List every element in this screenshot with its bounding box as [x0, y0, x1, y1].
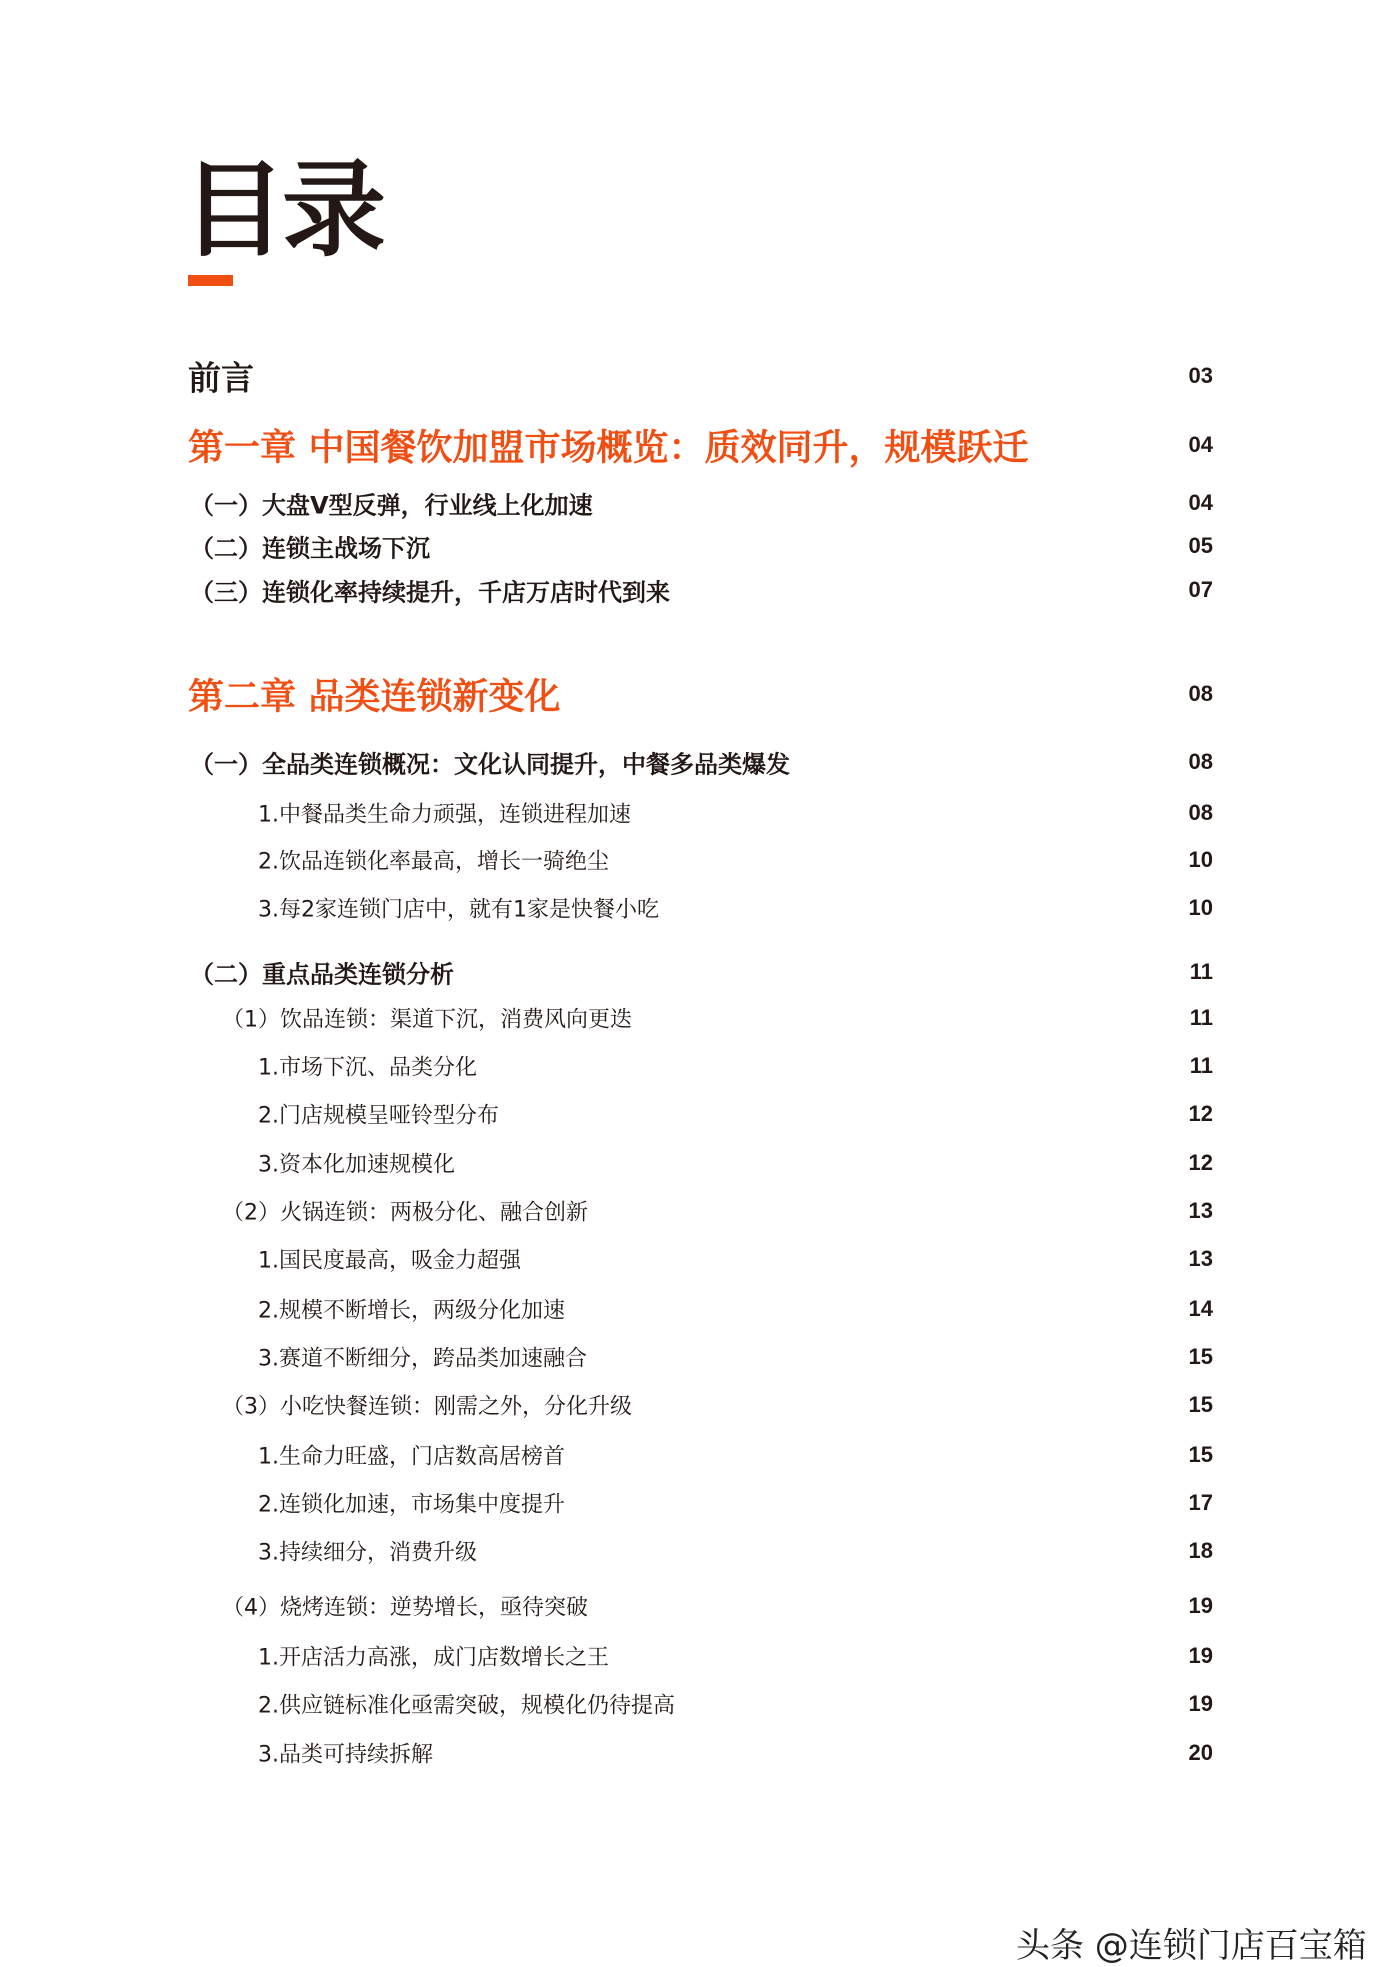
toc-entry-title: （一）全品类连锁概况：文化认同提升，中餐多品类爆发 — [190, 750, 790, 779]
toc-entry-page: 19 — [1188, 1643, 1213, 1668]
toc-entry-title: 2.供应链标准化亟需突破，规模化仍待提高 — [258, 1693, 675, 1719]
toc-entry-title: 2.饮品连锁化率最高，增长一骑绝尘 — [258, 849, 609, 875]
toc-entry-page: 04 — [1188, 432, 1213, 457]
toc-entry-page: 13 — [1188, 1198, 1213, 1223]
toc-entry-page: 11 — [1189, 1005, 1213, 1030]
toc-entry-page: 07 — [1188, 577, 1213, 602]
toc-entry-title: 1.开店活力高涨，成门店数增长之王 — [258, 1645, 609, 1671]
toc-entry-page: 08 — [1188, 749, 1213, 774]
toc-entry-page: 12 — [1188, 1101, 1213, 1126]
toc-entry-title: 3.赛道不断细分，跨品类加速融合 — [258, 1346, 587, 1372]
toc-entry-page: 08 — [1188, 681, 1213, 706]
toc-entry-title: （2）火锅连锁：两极分化、融合创新 — [222, 1200, 588, 1226]
toc-entry-title: 3.资本化加速规模化 — [258, 1152, 455, 1178]
toc-entry-title: 第一章 中国餐饮加盟市场概览：质效同升，规模跃迁 — [188, 427, 1029, 469]
toc-entry-title: 前言 — [188, 358, 254, 398]
toc-entry-page: 03 — [1188, 363, 1213, 388]
toc-entry-title: （3）小吃快餐连锁：刚需之外，分化升级 — [222, 1394, 632, 1420]
toc-entry-page: 18 — [1188, 1538, 1213, 1563]
toc-entry-page: 17 — [1188, 1490, 1213, 1515]
toc-entry-page: 19 — [1188, 1691, 1213, 1716]
toc-entry-title: （二）连锁主战场下沉 — [190, 534, 430, 563]
toc-entry-title: 2.连锁化加速，市场集中度提升 — [258, 1492, 565, 1518]
toc-entry-title: 1.市场下沉、品类分化 — [258, 1055, 477, 1081]
toc-entry-page: 04 — [1188, 490, 1213, 515]
toc-entry-page: 08 — [1188, 800, 1213, 825]
toc-entry-page: 11 — [1189, 1053, 1213, 1078]
toc-entry-page: 05 — [1188, 533, 1213, 558]
toc-entry-page: 10 — [1188, 895, 1213, 920]
toc-entry-title: 第二章 品类连锁新变化 — [188, 676, 561, 718]
toc-entry-page: 15 — [1188, 1442, 1213, 1467]
watermark: 头条 @连锁门店百宝箱 — [1016, 1926, 1367, 1966]
toc-entry-page: 20 — [1188, 1740, 1213, 1765]
toc-entry-title: （一）大盘V型反弹，行业线上化加速 — [190, 491, 593, 520]
toc-entry-page: 12 — [1188, 1150, 1213, 1175]
toc-entry-page: 11 — [1189, 959, 1213, 984]
toc-entry-title: 2.规模不断增长，两级分化加速 — [258, 1298, 565, 1324]
toc-entry-page: 15 — [1188, 1344, 1213, 1369]
toc-entry-title: （二）重点品类连锁分析 — [190, 960, 454, 989]
page-title: 目录 — [182, 149, 383, 271]
toc-entry-title: 1.生命力旺盛，门店数高居榜首 — [258, 1444, 565, 1470]
toc-entry-title: 3.品类可持续拆解 — [258, 1742, 433, 1768]
toc-entry-title: 1.国民度最高，吸金力超强 — [258, 1248, 521, 1274]
toc-entry-title: （4）烧烤连锁：逆势增长，亟待突破 — [222, 1595, 588, 1621]
toc-entry-title: （三）连锁化率持续提升，千店万店时代到来 — [190, 578, 670, 607]
toc-entry-title: （1）饮品连锁：渠道下沉，消费风向更迭 — [222, 1007, 632, 1033]
toc-entry-title: 3.每2家连锁门店中，就有1家是快餐小吃 — [258, 897, 659, 923]
toc-entry-page: 15 — [1188, 1392, 1213, 1417]
toc-entry-title: 1.中餐品类生命力顽强，连锁进程加速 — [258, 802, 631, 828]
toc-entry-page: 13 — [1188, 1246, 1213, 1271]
toc-entry-page: 19 — [1188, 1593, 1213, 1618]
toc-entry-title: 2.门店规模呈哑铃型分布 — [258, 1103, 499, 1129]
toc-entry-title: 3.持续细分，消费升级 — [258, 1540, 477, 1566]
toc-entry-page: 14 — [1188, 1296, 1213, 1321]
toc-entry-page: 10 — [1188, 847, 1213, 872]
title-accent-bar — [188, 275, 233, 286]
